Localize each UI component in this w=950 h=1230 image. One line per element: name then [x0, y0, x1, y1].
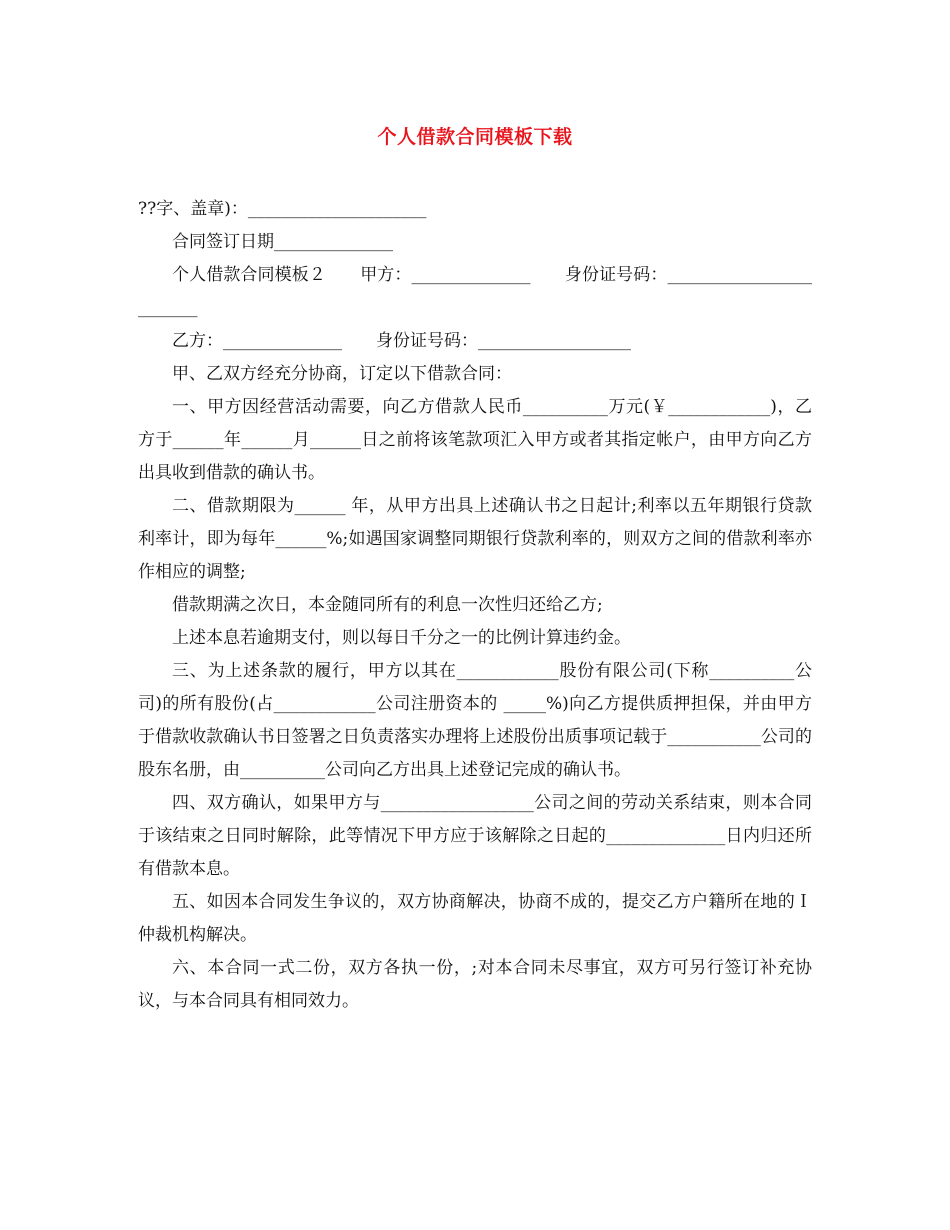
clause-4: 四、双方确认，如果甲方与__________________公司之间的劳动关系结束，则本合同于该结束之日同时解除，此等情况下甲方应于该解除之日起的______________日内归还所有借款本息。	[138, 793, 812, 879]
sign-date-line: 合同签订日期______________	[172, 232, 393, 252]
signature-line: ??字、盖章)：_____________________	[138, 199, 427, 219]
clause-5: 五、如因本合同发生争议的，双方协商解决，协商不成的，提交乙方户籍所在地的Ｉ仲裁机构解决。	[138, 892, 812, 945]
document-title: 个人借款合同模板下载	[377, 126, 573, 148]
clause-2-repayment: 借款期满之次日，本金随同所有的利息一次性归还给乙方;	[172, 595, 603, 615]
clause-3: 三、为上述条款的履行，甲方以其在____________股份有限公司(下称__________公司)的所有股份(占____________公司注册资本的 _____%)向乙方提供质押担保，并由甲方于借款收款确认书日签署之日负责落实办理将上述股份出质事项记载于___________公司的股东名册，由__________公司向乙方出具上述登记完成的确认书。	[138, 661, 812, 780]
agreement-intro: 甲、乙双方经充分协商，订定以下借款合同：	[172, 364, 512, 384]
document-body	[138, 193, 812, 1018]
party-a-line: 个人借款合同模板２ 甲方：______________ 身份证号码：________________________	[138, 265, 812, 318]
clause-1: 一、甲方因经营活动需要，向乙方借款人民币__________万元(￥____________)，乙方于______年______月______日之前将该笔款项汇入甲方或者其指定帐户，由甲方向乙方出具收到借款的确认书。	[138, 397, 812, 483]
clause-2-penalty: 上述本息若逾期支付，则以每日千分之一的比例计算违约金。	[172, 628, 631, 648]
clause-2: 二、借款期限为______ 年，从甲方出具上述确认书之日起计;利率以五年期银行贷款利率计，即为每年______%;如遇国家调整同期银行贷款利率的，则双方之间的借款利率亦作相应的调整;	[138, 496, 812, 582]
party-b-line: 乙方：______________ 身份证号码：__________________	[172, 331, 631, 351]
clause-6: 六、本合同一式二份，双方各执一份，;对本合同未尽事宜，双方可另行签订补充协议，与本合同具有相同效力。	[138, 958, 812, 1011]
